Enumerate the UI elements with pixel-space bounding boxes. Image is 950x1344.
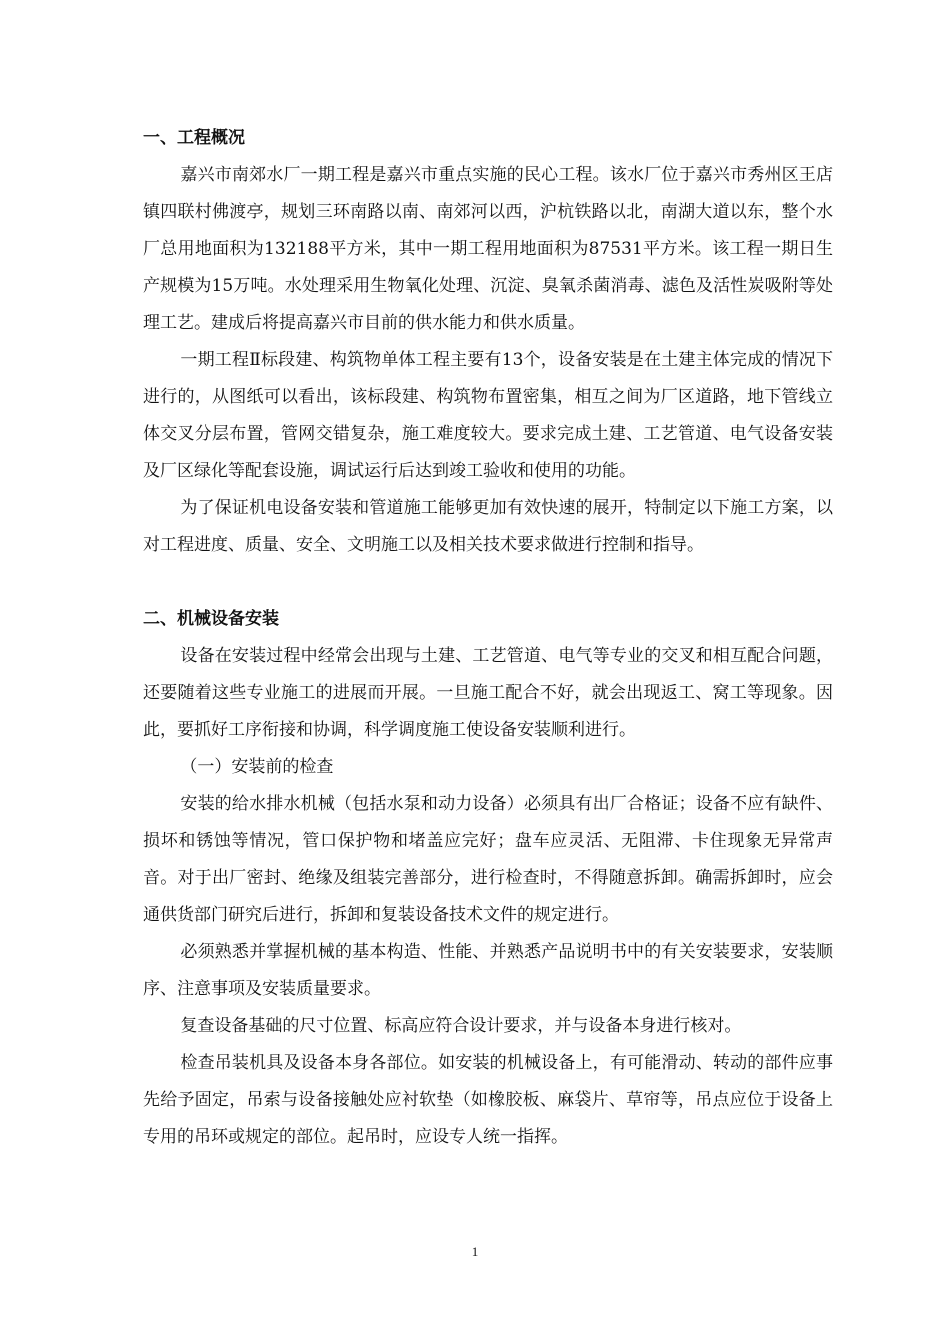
paragraph: 一期工程Ⅱ标段建、构筑物单体工程主要有13个，设备安装是在土建主体完成的情况下进行的，从图纸可以看出，该标段建、构筑物布置密集，相互之间为厂区道路，地下管线立体交叉分层布置，管网交错复杂，施工难度较大。要求完成土建、工艺管道、电气设备安装及厂区绿化等配套设施，调试运行后达到竣工验收和使用的功能。	[143, 350, 833, 481]
paragraph: 为了保证机电设备安装和管道施工能够更加有效快速的展开，特制定以下施工方案，以对工程进度、质量、安全、文明施工以及相关技术要求做进行控制和指导。	[143, 498, 833, 555]
paragraph: 安装的给水排水机械（包括水泵和动力设备）必须具有出厂合格证；设备不应有缺件、损坏和锈蚀等情况，管口保护物和堵盖应完好；盘车应灵活、无阻滞、卡住现象无异常声音。对于出厂密封、绝缘及组装完善部分，进行检查时，不得随意拆卸。确需拆卸时，应会通供货部门研究后进行，拆卸和复装设备技术文件的规定进行。	[143, 794, 833, 925]
section-heading-project-overview: 一、工程概况	[143, 128, 245, 148]
subsection-heading-pre-install-check: （一）安装前的检查	[180, 757, 334, 777]
paragraph: 嘉兴市南郊水厂一期工程是嘉兴市重点实施的民心工程。该水厂位于嘉兴市秀州区王店镇四联村佛渡亭，规划三环南路以南、南郊河以西，沪杭铁路以北，南湖大道以东，整个水厂总用地面积为132188平方米，其中一期工程用地面积为87531平方米。该工程一期日生产规模为15万吨。水处理采用生物氧化处理、沉淀、臭氧杀菌消毒、滤色及活性炭吸附等处理工艺。建成后将提高嘉兴市目前的供水能力和供水质量。	[143, 165, 833, 333]
page-number: 1	[471, 1244, 479, 1259]
page-content	[143, 120, 833, 1156]
section-spacer	[143, 564, 833, 601]
section-heading-mechanical-installation: 二、机械设备安装	[143, 609, 279, 629]
paragraph: 复查设备基础的尺寸位置、标高应符合设计要求，并与设备本身进行核对。	[180, 1016, 742, 1036]
paragraph: 设备在安装过程中经常会出现与土建、工艺管道、电气等专业的交叉和相互配合问题，还要随着这些专业施工的进展而开展。一旦施工配合不好，就会出现返工、窝工等现象。因此，要抓好工序衔接和协调，科学调度施工使设备安装顺利进行。	[143, 646, 833, 740]
paragraph: 必须熟悉并掌握机械的基本构造、性能、并熟悉产品说明书中的有关安装要求，安装顺序、注意事项及安装质量要求。	[143, 942, 833, 999]
paragraph: 检查吊装机具及设备本身各部位。如安装的机械设备上，有可能滑动、转动的部件应事先给予固定，吊索与设备接触处应衬软垫（如橡胶板、麻袋片、草帘等，吊点应位于设备上专用的吊环或规定的部位。起吊时，应设专人统一指挥。	[143, 1053, 833, 1147]
